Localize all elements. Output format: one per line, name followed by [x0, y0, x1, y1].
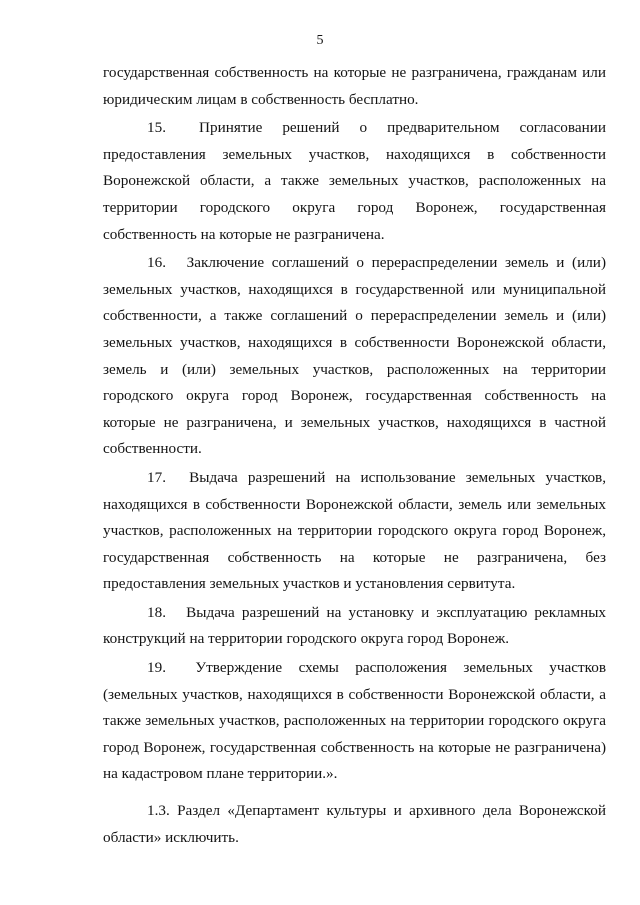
document-body [103, 60, 606, 851]
paragraph-item-18 [103, 600, 606, 653]
paragraph-text: 1.3. Раздел «Департамент культуры и архивного дела Воронежской области» исключить. [103, 802, 606, 846]
paragraph-section-1-3 [103, 798, 606, 851]
paragraph-item-17 [103, 465, 606, 598]
paragraph-text: государственная собственность на которые не разграничена, гражданам или юридическим лицам в собственность бесплатно. [103, 64, 606, 108]
paragraph-text: Утверждение схемы расположения земельных участков (земельных участков, находящихся в собственности Воронежской области, а также земельных участков, расположенных на территории городского округа город Воронеж, государственная собственность на которые не разграничена) на кадастровом плане территории.». [103, 659, 606, 783]
page-number: 5 [316, 33, 324, 48]
paragraph-text: Принятие решений о предварительном согласовании предоставления земельных участков, находящихся в собственности Воронежской области, а также земельных участков, расположенных на территории городского округа город Воронеж, государственная собственность на которые не разграничена. [103, 119, 606, 243]
paragraph-continuation [103, 60, 606, 113]
item-number: 19. [147, 659, 166, 677]
paragraph-item-19 [103, 655, 606, 788]
item-number: 18. [147, 603, 166, 621]
item-number: 16. [147, 254, 166, 272]
item-number: 17. [147, 468, 166, 486]
paragraph-item-15 [103, 115, 606, 248]
item-number: 15. [147, 119, 166, 137]
paragraph-text: Выдача разрешений на использование земельных участков, находящихся в собственности Воронежской области, земель или земельных участков, расположенных на территории городского округа город Воронеж, государственная собственность на которые не разграничена, без предоставления земельных участков и установления сервитута. [103, 468, 607, 593]
paragraph-item-16 [103, 250, 606, 463]
paragraph-text: Заключение соглашений о перераспределении земель и (или) земельных участков, находящихся в государственной или муниципальной собственности, а также соглашений о перераспределении земель и (или) земельных участков, находящихся в собственности Воронежской области, земель и (или) земельных участков, расположенных на территории городского округа город Воронеж, государственная собственность на которые не разграничена, и земельных участков, находящихся в частной собственности. [103, 254, 606, 458]
paragraph-text: Выдача разрешений на установку и эксплуатацию рекламных конструкций на территории городского округа город Воронеж. [103, 603, 607, 648]
